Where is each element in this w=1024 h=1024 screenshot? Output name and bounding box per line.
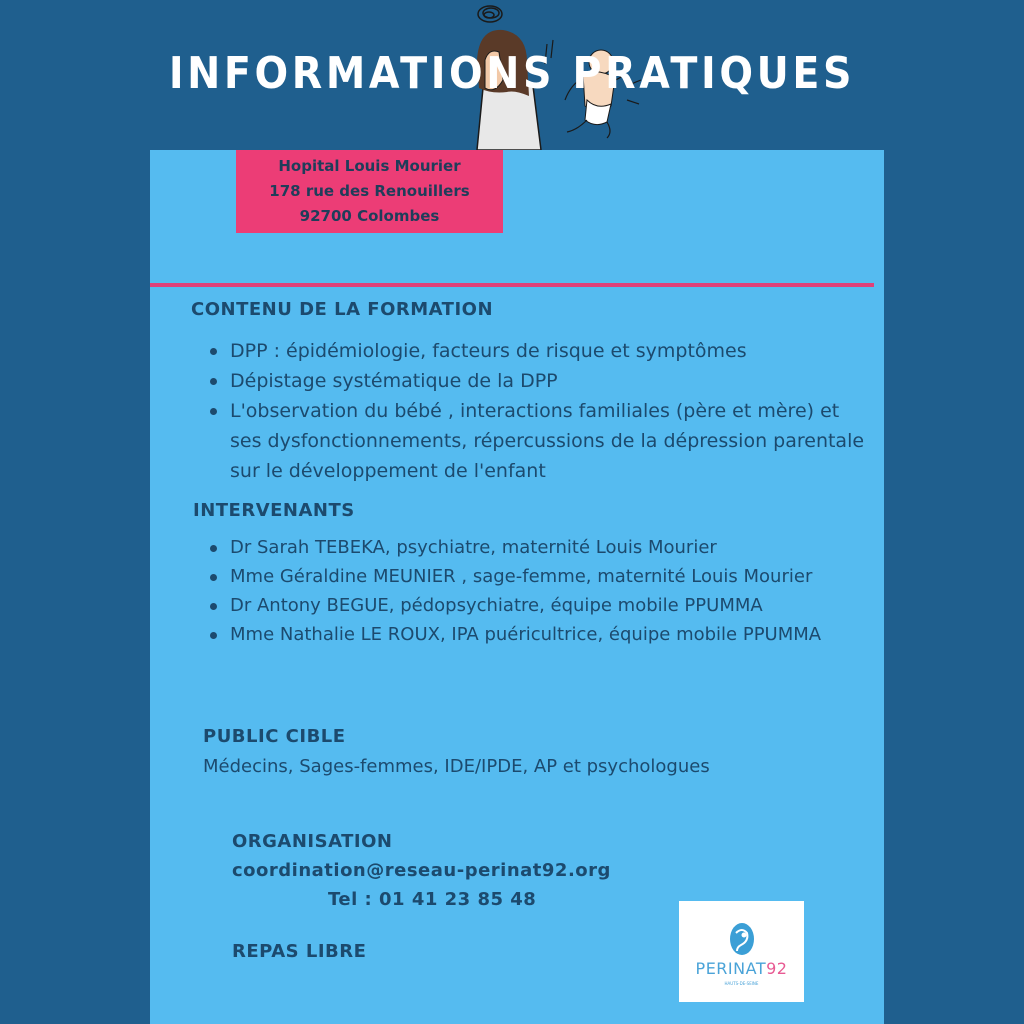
list-item: Dr Sarah TEBEKA, psychiatre, maternité Louis Mourier: [206, 533, 876, 562]
logo-number: 92: [766, 959, 788, 978]
address-line-hospital: Hopital Louis Mourier: [278, 157, 461, 175]
public-text: Médecins, Sages-femmes, IDE/IPDE, AP et psychologues: [203, 756, 710, 777]
contenu-list: [206, 336, 866, 486]
perinat-emblem-icon: [725, 921, 759, 957]
public-heading: PUBLIC CIBLE: [203, 726, 346, 747]
address-box: [236, 150, 503, 233]
intervenants-heading: INTERVENANTS: [193, 500, 355, 521]
section-divider: [150, 283, 874, 287]
address-line-city: 92700 Colombes: [299, 207, 440, 225]
logo-subtitle: HAUTS-DE-SEINE: [724, 981, 759, 986]
organisation-phone: Tel : 01 41 23 85 48: [328, 889, 537, 910]
list-item: Mme Géraldine MEUNIER , sage-femme, maternité Louis Mourier: [206, 562, 876, 591]
list-item: Mme Nathalie LE ROUX, IPA puéricultrice, équipe mobile PPUMMA: [206, 620, 876, 649]
perinat92-logo: [679, 901, 804, 1002]
list-item: Dr Antony BEGUE, pédopsychiatre, équipe mobile PPUMMA: [206, 591, 876, 620]
organisation-email[interactable]: coordination@reseau-perinat92.org: [232, 860, 611, 881]
address-line-street: 178 rue des Renouillers: [269, 182, 470, 200]
list-item: L'observation du bébé , interactions familiales (père et mère) et ses dysfonctionnements, répercussions de la dépression parentale sur le développement de l'enfant: [206, 396, 866, 486]
list-item: Dépistage systématique de la DPP: [206, 366, 866, 396]
intervenants-list: [206, 533, 876, 649]
organisation-heading: ORGANISATION: [232, 831, 393, 852]
list-item: DPP : épidémiologie, facteurs de risque et symptômes: [206, 336, 866, 366]
contenu-heading: CONTENU DE LA FORMATION: [191, 299, 494, 320]
logo-name: PERINAT: [695, 959, 767, 978]
repas-heading: REPAS LIBRE: [232, 941, 367, 962]
page-title: INFORMATIONS PRATIQUES: [168, 48, 856, 99]
